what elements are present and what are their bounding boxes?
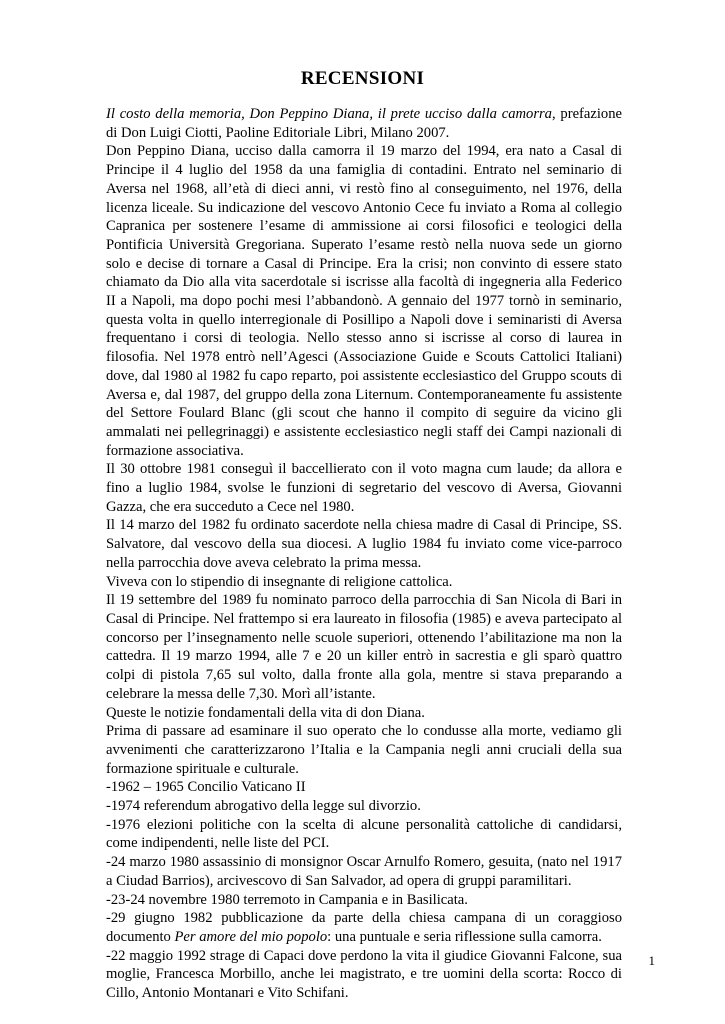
document-title: Per amore del mio popolo	[174, 928, 328, 945]
book-publication-details: , prefazione di Don Luigi Ciotti, Paoline Editoriale Libri, Milano 2007.	[106, 106, 622, 141]
event-item: -23-24 novembre 1980 terremoto in Campania e in Basilicata.	[106, 891, 468, 908]
event-item: -22 maggio 1992 strage di Capaci dove perdono la vita il giudice Giovanni Falcone, sua moglie, Francesca Morbillo, anche lei magistrato, e tre uomini della scorta: Rocco di Cillo, Antonio Montanari e Vito Schifani.	[106, 947, 622, 1002]
paragraph-salary: Viveva con lo stipendio di insegnante di religione cattolica.	[106, 573, 453, 590]
document-body	[106, 105, 622, 1003]
paragraph-biography: Don Peppino Diana, ucciso dalla camorra il 19 marzo del 1994, era nato a Casal di Principe il 4 luglio del 1958 da una famiglia di contadini. Entrato nel seminario di Aversa nel 1968, all’età di dieci anni, vi restò fino al conseguimento, nel 1976, della licenza liceale. Su indicazione del vescovo Antonio Cece fu inviato a Roma al collegio Capranica per sostenere l’esame di ammissione ai corsi filosofici e teologici della Pontificia Università Gregoriana. Superato l’esame restò nella nuova sede un giorno solo e decise di tornare a Casal di Principe. Era la crisi; non convinto di essere stato chiamato da Dio alla vita sacerdotale si iscrisse alla facoltà di ingegneria alla Federico II a Napoli, ma dopo pochi mesi l’abbandonò. A gennaio del 1977 tornò in seminario, questa volta in quello interregionale di Posillipo a Napoli dove i seminaristi di Aversa frequentano i corsi di teologia. Nello stesso anno si iscrisse al corso di laurea in filosofia. Nel 1978 entrò nell’Agesci (Associazione Guide e Scouts Cattolici Italiani) dove, dal 1980 al 1982 fu capo reparto, poi assistente ecclesiastico del Gruppo scouts di Aversa e, dal 1987, del gruppo della zona Liternum. Contemporaneamente fu assistente del Settore Foulard Blanc (gli scout che hanno il compito di seguire da vicino gli ammalati nei pellegrinaggi) e assistente ecclesiastico negli staff dei Campi nazionali di formazione associativa.	[106, 143, 622, 459]
event-text: : una puntuale e seria riflessione sulla camorra.	[327, 928, 602, 945]
book-title: Il costo della memoria, Don Peppino Diana, il prete ucciso dalla camorra	[106, 106, 552, 122]
page-number: 1	[648, 953, 655, 968]
paragraph-baccellierato: Il 30 ottobre 1981 conseguì il baccellierato con il voto magna cum laude; da allora e fino a luglio 1984, svolse le funzioni di segretario del vescovo di Aversa, Giovanni Gazza, che era succeduto a Cece nel 1980.	[106, 461, 622, 515]
paragraph-ordination: Il 14 marzo del 1982 fu ordinato sacerdote nella chiesa madre di Casal di Principe, SS. Salvatore, dal vescovo della sua diocesi. A luglio 1984 fu inviato come vice-parroco nella parrocchia dove aveva celebrato la prima messa.	[106, 517, 622, 571]
page-title: RECENSIONI	[300, 68, 425, 89]
event-text: -29 giugno 1982 pubblicazione da parte della chiesa campana di un coraggioso documento	[106, 910, 622, 945]
paragraph-summary: Queste le notizie fondamentali della vita di don Diana.	[106, 704, 425, 721]
paragraph-events-intro: Prima di passare ad esaminare il suo operato che lo condusse alla morte, vediamo gli avvenimenti che caratterizzarono l’Italia e la Campania negli anni cruciali della sua formazione spirituale e culturale.	[106, 723, 622, 777]
event-item: -1962 – 1965 Concilio Vaticano II	[106, 779, 306, 796]
event-item: -1976 elezioni politiche con la scelta di alcune personalità cattoliche di candidarsi, come indipendenti, nelle liste del PCI.	[106, 816, 622, 852]
event-item: -1974 referendum abrogativo della legge sul divorzio.	[106, 798, 421, 815]
book-citation	[106, 105, 622, 142]
event-item	[106, 909, 622, 946]
paragraph-parish-and-death: Il 19 settembre del 1989 fu nominato parroco della parrocchia di San Nicola di Bari in Casal di Principe. Nel frattempo si era laureato in filosofia (1985) e aveva partecipato al concorso per l’insegnamento nelle scuole superiori, ottenendo l’abilitazione ma non la cattedra. Il 19 marzo 1994, alle 7 e 20 un killer entrò in sacrestia e gli sparò quattro colpi di pistola 7,65 sul volto, dalla fronte alla gola, mentre si stava preparando a celebrare la messa delle 7,30. Morì all’istante.	[106, 592, 622, 702]
event-item: -24 marzo 1980 assassinio di monsignor Oscar Arnulfo Romero, gesuita, (nato nel 1917 a Ciudad Barrios), arcivescovo di San Salvador, ad opera di gruppi paramilitari.	[106, 854, 622, 889]
